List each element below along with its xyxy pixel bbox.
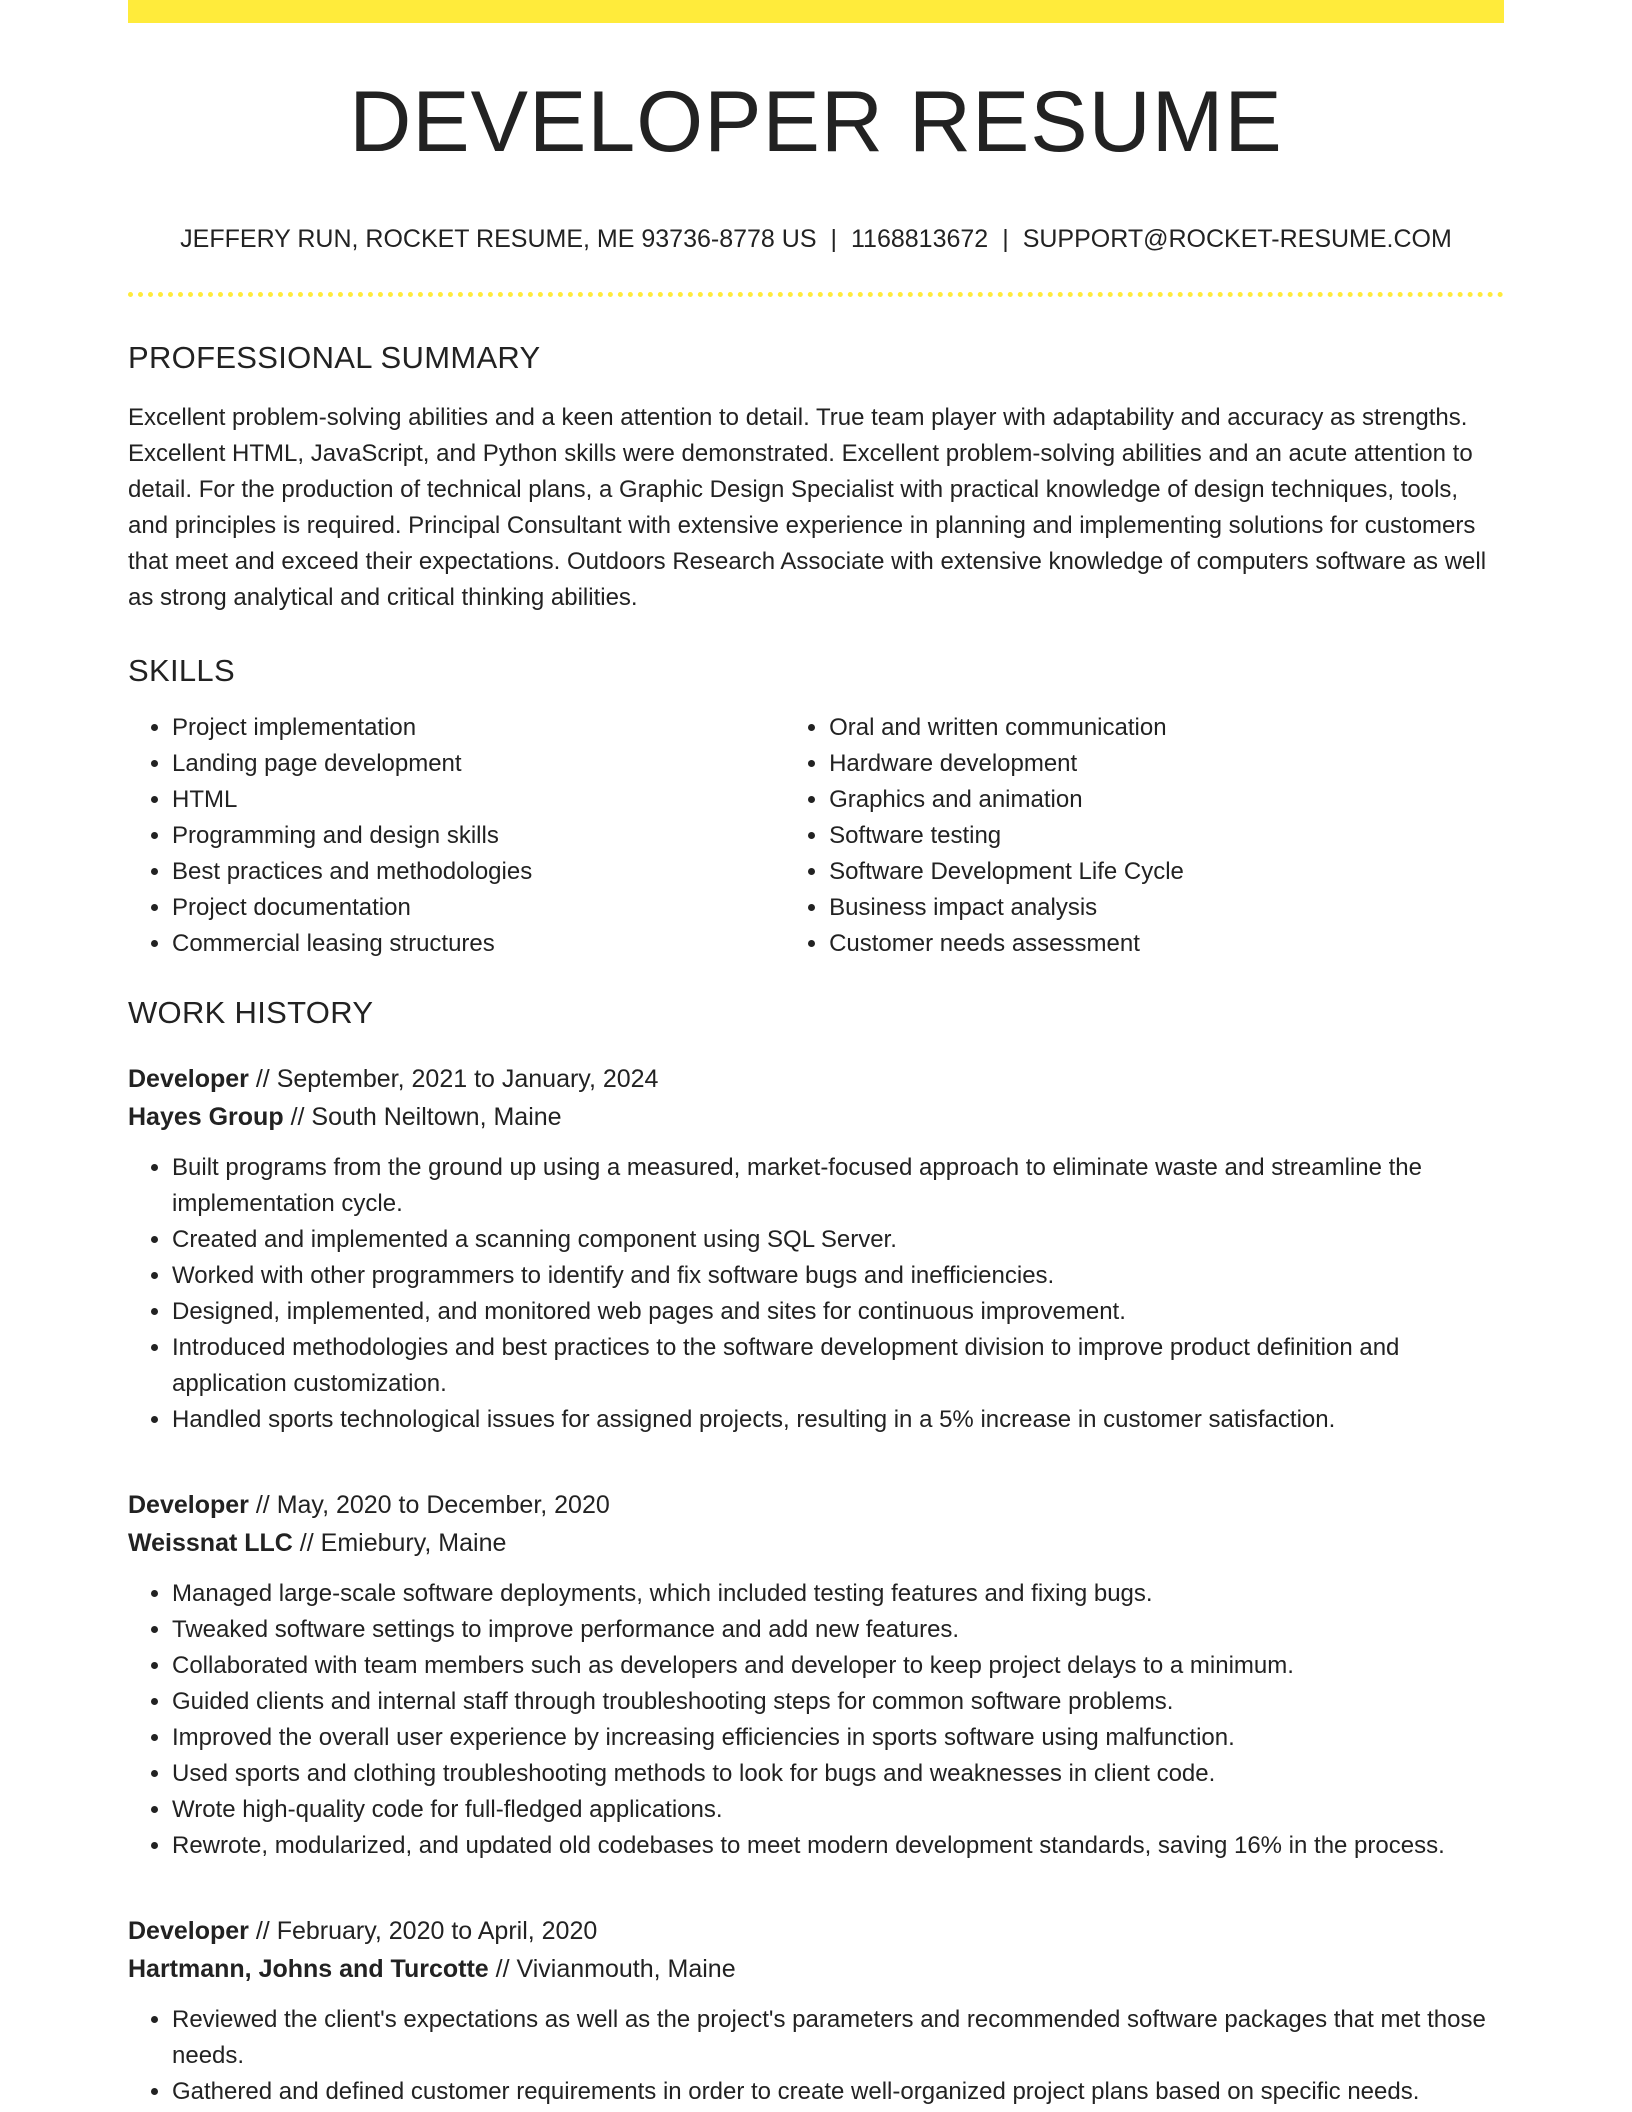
job-bullet: • Used sports and clothing troubleshooting methods to look for bugs and weaknesses in client code. [172,1756,1504,1792]
skill-item: • Software Development Life Cycle [829,854,1504,890]
summary-heading: PROFESSIONAL SUMMARY [128,340,541,375]
job-bullet: • Reviewed the client's expectations as well as the project's parameters and recommended software packages that met those needs. [172,2002,1504,2074]
job-location: South Neiltown, Maine [311,1103,562,1131]
job-bullet: • Rewrote, modularized, and updated old codebases to meet modern development standards, saving 16% in the process. [172,1828,1504,1864]
job-company-line [128,1098,1504,1136]
job-bullet: • Managed large-scale software deployments, which included testing features and fixing bugs. [172,1576,1504,1612]
skill-item: • Oral and written communication [829,710,1504,746]
job-entry [128,1486,1504,1864]
contact-separator: | [830,225,837,253]
job-bullet: • Created and implemented a scanning component using SQL Server. [172,1222,1504,1258]
skills-list-right [785,710,1504,962]
job-separator: // [290,1103,305,1131]
job-separator: // [255,1065,270,1093]
job-bullet: • Worked with other programmers to identify and fix software bugs and inefficiencies. [172,1258,1504,1294]
job-bullet: • Collaborated with team members such as developers and developer to keep project delays to a minimum. [172,1648,1504,1684]
skill-item: • Commercial leasing structures [172,926,785,962]
job-dates: May, 2020 to December, 2020 [276,1491,610,1519]
job-bullet: • Designed, implemented, and monitored web pages and sites for continuous improvement. [172,1294,1504,1330]
resume-title: DEVELOPER RESUME [349,74,1283,170]
skill-item: • HTML [172,782,785,818]
job-bullet: • Introduced methodologies and best practices to the software development division to improve product definition and application customization. [172,1330,1504,1402]
job-title-line [128,1486,1504,1524]
job-entry [128,1912,1504,2110]
top-accent-bar [128,0,1504,23]
contact-phone: 1168813672 [851,225,989,253]
job-title: Developer [128,1491,249,1519]
job-bullet: • Improved the overall user experience by increasing efficiencies in sports software using malfunction. [172,1720,1504,1756]
contact-separator: | [1002,225,1009,253]
job-title-line [128,1912,1504,1950]
job-bullet: • Guided clients and internal staff through troubleshooting steps for common software problems. [172,1684,1504,1720]
job-separator: // [299,1529,314,1557]
job-bullet: • Wrote high-quality code for full-fledged applications. [172,1792,1504,1828]
job-entry [128,1060,1504,1438]
skill-item: • Business impact analysis [829,890,1504,926]
skill-item: • Project implementation [172,710,785,746]
job-separator: // [255,1491,270,1519]
skill-item: • Software testing [829,818,1504,854]
job-company: Weissnat LLC [128,1529,293,1557]
contact-email: SUPPORT@ROCKET-RESUME.COM [1022,225,1452,253]
job-bullets [128,1576,1504,1864]
job-company: Hartmann, Johns and Turcotte [128,1955,489,1983]
resume-page [128,0,1504,2110]
job-bullet: • Gathered and defined customer requirements in order to create well-organized project plans based on specific needs. [172,2074,1504,2110]
skill-item: • Landing page development [172,746,785,782]
job-location: Vivianmouth, Maine [516,1955,736,1983]
summary-text: Excellent problem-solving abilities and a keen attention to detail. True team player with adaptability and accuracy as strengths. Excellent HTML, JavaScript, and Python skills were demonstrated. Excellent problem-solving abilities and an acute attention to detail. For the production of technical plans, a Graphic Design Specialist with practical knowledge of design techniques, tools, and principles is required. Principal Consultant with extensive experience in planning and implementing solutions for customers that meet and exceed their expectations. Outdoors Research Associate with extensive knowledge of computers software as well as strong analytical and critical thinking abilities. [128,404,1487,611]
skills-list-left [128,710,785,962]
job-separator: // [495,1955,510,1983]
job-bullet: • Built programs from the ground up using a measured, market-focused approach to eliminate waste and streamline the implementation cycle. [172,1150,1504,1222]
skill-item: • Best practices and methodologies [172,854,785,890]
skill-item: • Hardware development [829,746,1504,782]
contact-line [128,227,1504,252]
skill-item: • Programming and design skills [172,818,785,854]
job-bullet: • Tweaked software settings to improve performance and add new features. [172,1612,1504,1648]
dotted-divider [128,292,1504,297]
job-location: Emiebury, Maine [320,1529,507,1557]
job-title: Developer [128,1917,249,1945]
job-separator: // [255,1917,270,1945]
skills-heading: SKILLS [128,653,235,688]
job-company-line [128,1524,1504,1562]
skills-columns [128,710,1504,962]
job-bullets [128,1150,1504,1438]
skill-item: • Graphics and animation [829,782,1504,818]
work-history-list [128,1060,1504,2110]
job-bullets [128,2002,1504,2110]
contact-address: JEFFERY RUN, ROCKET RESUME, ME 93736-8778 US [180,225,817,253]
job-dates: September, 2021 to January, 2024 [276,1065,659,1093]
job-title: Developer [128,1065,249,1093]
work-history-heading: WORK HISTORY [128,995,374,1030]
skill-item: • Project documentation [172,890,785,926]
job-title-line [128,1060,1504,1098]
job-bullet: • Handled sports technological issues for assigned projects, resulting in a 5% increase in customer satisfaction. [172,1402,1504,1438]
job-company-line [128,1950,1504,1988]
job-dates: February, 2020 to April, 2020 [276,1917,598,1945]
skill-item: • Customer needs assessment [829,926,1504,962]
job-company: Hayes Group [128,1103,284,1131]
